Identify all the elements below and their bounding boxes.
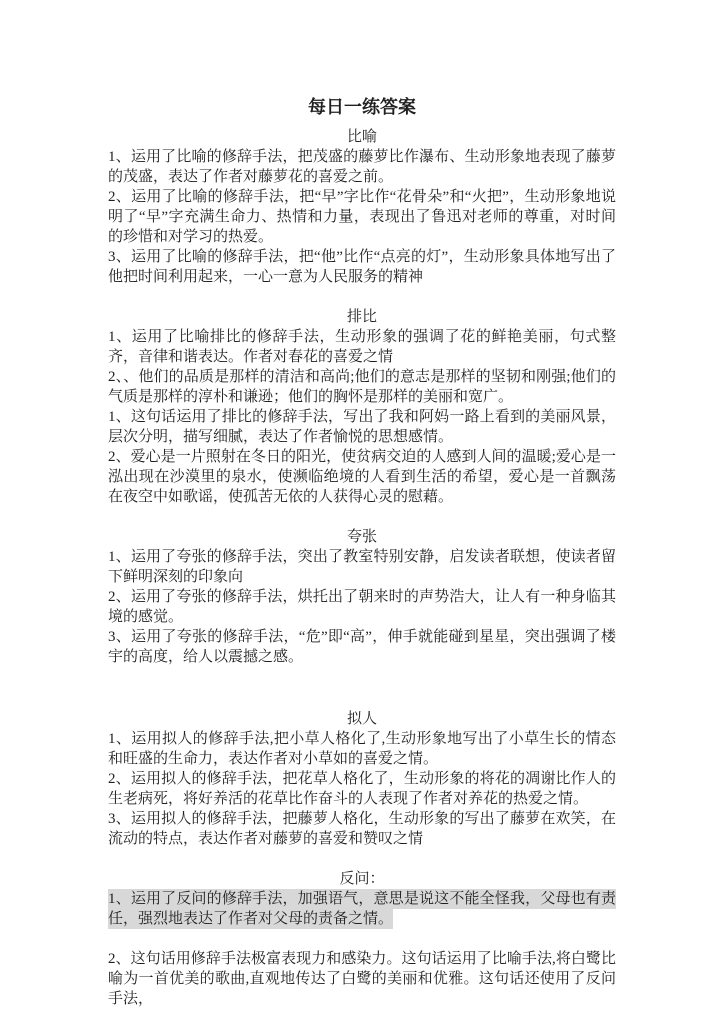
paragraph: 2、这句话用修辞手法极富表现力和感染力。这句话运用了比喻手法,将白鹭比喻为一首优美的歌曲,直观地传达了白鹭的美丽和优雅。这句话还使用了反问手法，: [108, 951, 616, 1007]
section-heading: 反问：: [339, 871, 385, 887]
document-title: 每日一练答案: [308, 97, 416, 117]
paragraph: 1、运用了比喻排比的修辞手法，生动形象的强调了花的鲜艳美丽，句式整齐，音律和谐表达。作者对春花的喜爱之情: [108, 329, 616, 365]
paragraph: 2、运用了夸张的修辞手法，烘托出了朝来时的声势浩大，让人有一种身临其境的感觉。: [108, 589, 616, 625]
section-heading: 夸张: [346, 529, 377, 545]
paragraph: 1、运用拟人的修辞手法,把小草人格化了,生动形象地写出了小草生长的情态和旺盛的生命力，表达作者对小草如的喜爱之情。: [108, 731, 616, 767]
paragraph: 3、运用了夸张的修辞手法，“危”即“高”，伸手就能碰到星星，突出强调了楼宇的高度，给人以震撼之感。: [108, 629, 616, 665]
paragraph: 2、爱心是一片照射在冬日的阳光，使贫病交迫的人感到人间的温暖;爱心是一泓出现在沙漠里的泉水，使濒临绝境的人看到生活的希望，爱心是一首飘荡在夜空中如歌谣，使孤苦无依的人获得心灵的慰藉。: [108, 449, 616, 505]
section-paibi: [108, 307, 616, 507]
paragraph: 3、运用了比喻的修辞手法，把“他”比作“点亮的灯”，生动形象具体地写出了他把时间利用起来，一心一意为人民服务的精神: [108, 249, 616, 285]
paragraph: 1、这句话运用了排比的修辞手法，写出了我和阿妈一路上看到的美丽风景，层次分明，描写细腻，表达了作者愉悦的思想感情。: [108, 409, 616, 445]
paragraph: 2、运用拟人的修辞手法，把花草人格化了，生动形象的将花的凋谢比作人的生老病死，将好养活的花草比作奋斗的人表现了作者对养花的热爱之情。: [108, 771, 616, 807]
section-heading: 排比: [346, 309, 377, 325]
section-biyu: [108, 127, 616, 287]
paragraph: 1、运用了比喻的修辞手法，把茂盛的藤萝比作瀑布、生动形象地表现了藤萝的茂盛，表达了作者对藤萝花的喜爱之前。: [108, 149, 616, 185]
paragraph: 2、、他们的品质是那样的清洁和高尚;他们的意志是那样的坚韧和刚强;他们的气质是那样的淳朴和谦逊；他们的胸怀是那样的美丽和宽广。: [108, 369, 616, 405]
paragraph-highlighted: [108, 889, 616, 929]
section-kuazhang: [108, 527, 616, 667]
paragraph: 3、运用拟人的修辞手法，把藤萝人格化，生动形象的写出了藤萝在欢笑，在流动的特点，表达作者对藤萝的喜爱和赞叹之情: [108, 811, 616, 847]
highlighted-text: 1、运用了反问的修辞手法，加强语气，意思是说这不能全怪我，父母也有责任，强烈地表达了作者对父母的责备之情。: [108, 891, 616, 927]
paragraph: 2、运用了比喻的修辞手法，把“早”字比作“花骨朵”和“火把”，生动形象地说明了“早”字充满生命力、热情和力量，表现出了鲁迅对老师的尊重，对时间的珍惜和对学习的热爱。: [108, 189, 616, 245]
section-heading: 拟人: [346, 711, 377, 727]
section-niren: [108, 709, 616, 849]
section-heading: 比喻: [346, 129, 377, 145]
section-fanwen: [108, 869, 616, 1009]
paragraph: 1、运用了夸张的修辞手法，突出了教室特别安静，启发读者联想，使读者留下鲜明深刻的印象向: [108, 549, 616, 585]
